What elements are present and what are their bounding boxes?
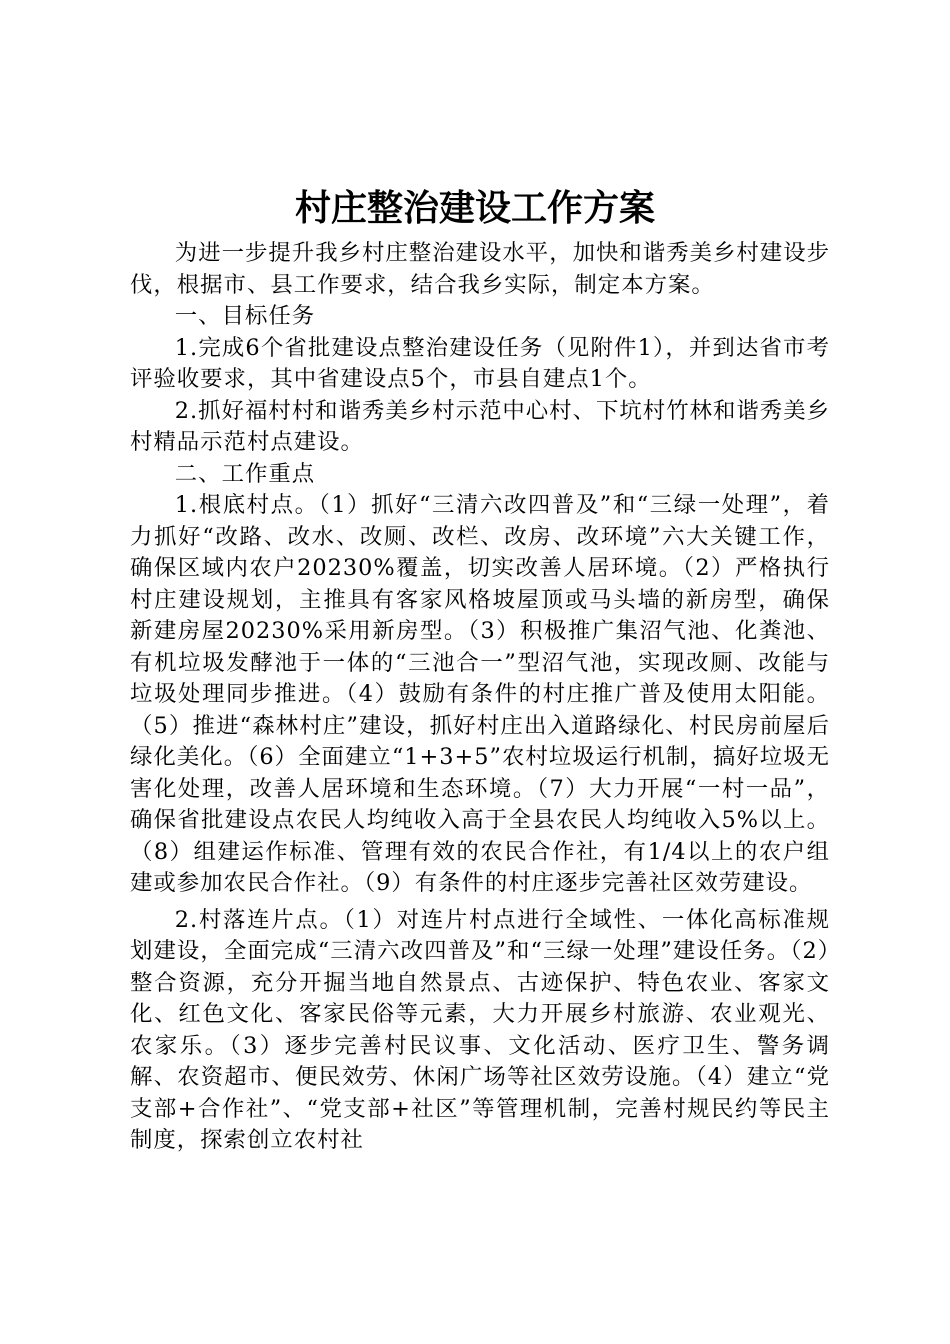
section-heading-focus: 二、工作重点 — [174, 460, 316, 487]
target-item-1: 1.完成6个省批建设点整治建设任务（见附件1），并到达省市考评验收要求，其中省建设点5个，市县自建点1个。 — [130, 334, 830, 392]
intro-paragraph: 为进一步提升我乡村庄整治建设水平，加快和谐秀美乡村建设步伐，根据市、县工作要求，结合我乡实际，制定本方案。 — [130, 240, 830, 298]
document-body — [130, 238, 830, 1157]
target-item-2: 2.抓好福村村和谐秀美乡村示范中心村、下坑村竹林和谐秀美乡村精品示范村点建设。 — [130, 397, 830, 455]
focus-item-2: 2.村落连片点。（1）对连片村点进行全域性、一体化高标准规划建设，全面完成“三清六改四普及”和“三绿一处理”建设任务。（2）整合资源，充分开掘当地自然景点、古迹保护、特色农业、客家文化、红色文化、客家民俗等元素，大力开展乡村旅游、农业观光、农家乐。（3）逐步完善村民议事、文化活动、医疗卫生、警务调解、农资超市、便民效劳、休闲广场等社区效劳设施。（4）建立“党支部+合作社”、“党支部+社区”等管理机制，完善村规民约等民主制度，探索创立农村社 — [130, 906, 830, 1153]
section-heading-targets: 一、目标任务 — [174, 303, 316, 329]
focus-item-1: 1.根底村点。（1）抓好“三清六改四普及”和“三绿一处理”，着力抓好“改路、改水、改厕、改栏、改房、改环境”六大关键工作，确保区域内农户20230%覆盖，切实改善人居环境。（2）严格执行村庄建设规划，主推具有客家风格坡屋顶或马头墙的新房型，确保新建房屋20230%采用新房型。（3）积极推广集沼气池、化粪池、有机垃圾发酵池于一体的“三池合一”型沼气池，实现改厕、改能与垃圾处理同步推进。（4）鼓励有条件的村庄推广普及使用太阳能。（5）推进“森林村庄”建设，抓好村庄出入道路绿化、村民房前屋后绿化美化。（6）全面建立“1+3+5”农村垃圾运行机制，搞好垃圾无害化处理，改善人居环境和生态环境。（7）大力开展“一村一品”，确保省批建设点农民人均纯收入高于全县农民人均纯收入5%以上。（8）组建运作标准、管理有效的农民合作社，有1/4以上的农户组建或参加农民合作社。（9）有条件的村庄逐步完善社区效劳建设。 — [130, 492, 830, 896]
document-title: 村庄整治建设工作方案 — [294, 188, 655, 229]
